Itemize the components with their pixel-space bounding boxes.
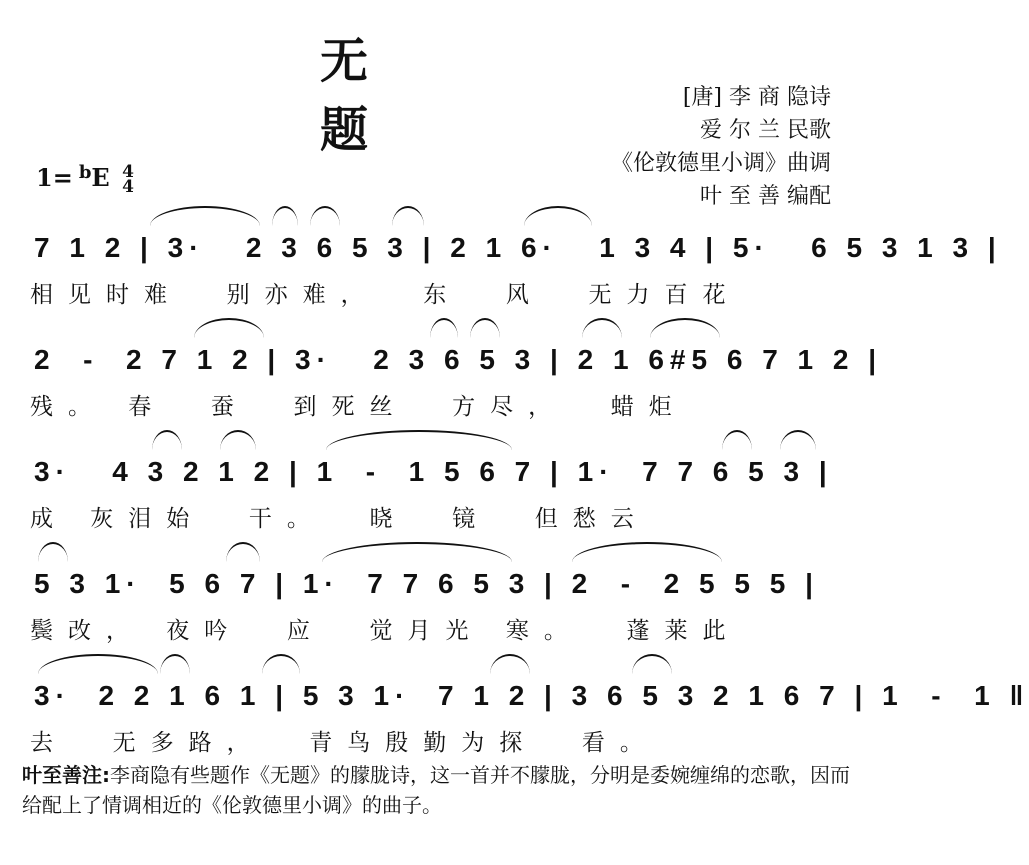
editor-annotation [22, 760, 852, 820]
poet-credit: [唐] 李 商 隐诗 [682, 85, 831, 110]
tune-credit: 《伦敦德里小调》曲调 [610, 151, 831, 176]
annotation-label: 叶至善注: [22, 763, 110, 787]
arranger-credit: 叶 至 善 编配 [700, 184, 831, 209]
slur [392, 206, 424, 226]
key-signature: 1= $^b$E 4 4 [36, 161, 134, 197]
notation-line: 3· 4 3 2 1 2 | 1 - 1 5 6 7 | 1· 7 7 6 5 3 | [34, 456, 833, 487]
lyric-line: 鬓改， 夜吟 应 觉月光 寒。 蓬莱此 [30, 618, 741, 644]
notation-line: 2 - 2 7 1 2 | 3· 2 3 6 5 3 | 2 1 6#5 6 7 1 2 | [34, 344, 883, 375]
song-title: 无 题 [320, 33, 417, 158]
slur [272, 206, 298, 226]
time-signature: 4 4 [122, 161, 134, 197]
lyric-line: 相见时难 别亦难， 东 风 无力百花 [30, 282, 741, 308]
source-credit: 爱 尔 兰 民歌 [700, 118, 831, 143]
lyric-line: 残。 春 蚕 到死丝 方尽， 蜡炬 [30, 394, 687, 420]
notation-line: 7 1 2 | 3· 2 3 6 5 3 | 2 1 6· 1 3 4 | 5· 6 5 3 1 3 | [34, 232, 1002, 263]
annotation-body: 李商隐有些题作《无题》的朦胧诗，这一首并不朦胧，分明是委婉缠绵的恋歌，因而给配上了情调相近的《伦敦德里小调》的曲子。 [22, 763, 850, 817]
slur [524, 206, 592, 226]
slur [150, 206, 260, 226]
slur [310, 206, 340, 226]
lyric-line: 成 灰泪始 干。 晓 镜 但愁云 [30, 506, 649, 532]
lyric-line: 去 无多路， 青鸟殷勤为探 看。 [30, 730, 658, 756]
notation-line: 5 3 1· 5 6 7 | 1· 7 7 6 5 3 | 2 - 2 5 5 5 | [34, 568, 819, 599]
notation-line: 3· 2 2 1 6 1 | 5 3 1· 7 1 2 | 3 6 5 3 2 1 6 7 | 1 - 1 ‖ [34, 680, 1029, 711]
